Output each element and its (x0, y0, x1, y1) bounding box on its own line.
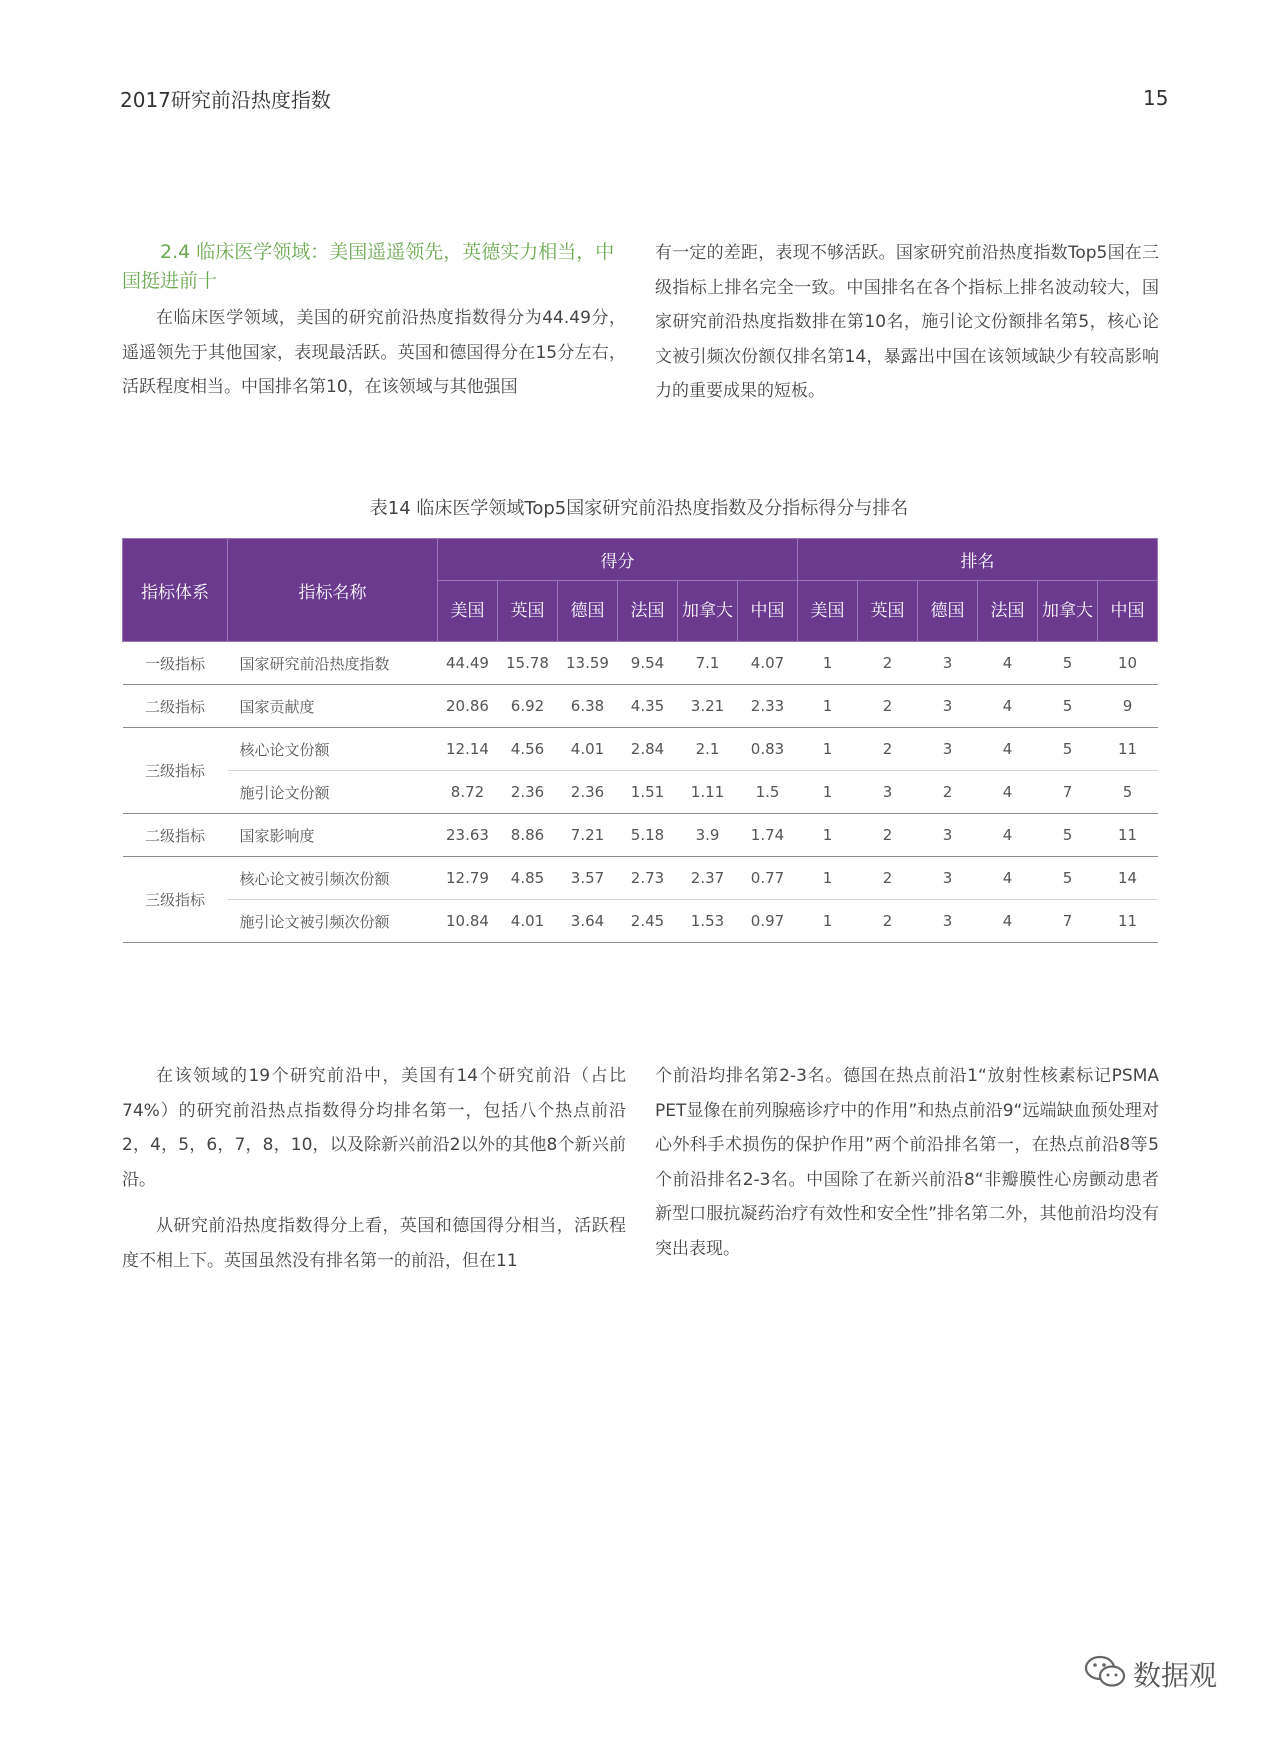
score-cell: 3.57 (558, 857, 618, 900)
rank-cell: 2 (858, 685, 918, 728)
score-cell: 2.33 (738, 685, 798, 728)
rank-cell: 2 (858, 642, 918, 685)
indicator-table (122, 538, 1158, 943)
table-row (123, 771, 1158, 814)
rank-cell: 7 (1038, 900, 1098, 943)
score-cell: 8.72 (438, 771, 498, 814)
bottom-right-column (655, 1059, 1159, 1266)
header-title: 2017研究前沿热度指数 (120, 88, 331, 112)
rank-cell: 3 (918, 814, 978, 857)
score-cell: 0.77 (738, 857, 798, 900)
wechat-icon (1083, 1654, 1127, 1690)
indicator-name-cell: 施引论文份额 (228, 771, 438, 814)
score-cell: 1.51 (618, 771, 678, 814)
score-cell: 4.85 (498, 857, 558, 900)
header-country: 法国 (618, 581, 678, 642)
score-cell: 4.01 (498, 900, 558, 943)
rank-cell: 3 (918, 728, 978, 771)
watermark (1083, 1652, 1243, 1692)
score-cell: 44.49 (438, 642, 498, 685)
score-cell: 12.14 (438, 728, 498, 771)
section-right-column (655, 236, 1159, 409)
rank-cell: 5 (1038, 685, 1098, 728)
rank-cell: 3 (858, 771, 918, 814)
rank-cell: 4 (978, 900, 1038, 943)
header-country: 中国 (738, 581, 798, 642)
rank-cell: 4 (978, 857, 1038, 900)
score-cell: 3.9 (678, 814, 738, 857)
indicator-name-cell: 施引论文被引频次份额 (228, 900, 438, 943)
tier-cell: 三级指标 (123, 857, 228, 943)
score-cell: 8.86 (498, 814, 558, 857)
table-row (123, 685, 1158, 728)
table-header-row (123, 539, 1158, 581)
score-cell: 23.63 (438, 814, 498, 857)
score-cell: 7.21 (558, 814, 618, 857)
rank-cell: 1 (798, 685, 858, 728)
section-left-column (122, 238, 626, 405)
score-cell: 1.5 (738, 771, 798, 814)
rank-cell: 11 (1098, 900, 1158, 943)
section-title: 2.4 临床医学领域：美国遥遥领先，英德实力相当，中国挺进前十 (122, 241, 615, 292)
score-cell: 2.37 (678, 857, 738, 900)
header-score-group: 得分 (438, 539, 798, 581)
header-country: 德国 (918, 581, 978, 642)
bottom-paragraph: 从研究前沿热度指数得分上看，英国和德国得分相当，活跃程度不相上下。英国虽然没有排名第一的前沿，但在11 (122, 1216, 626, 1271)
rank-cell: 5 (1038, 728, 1098, 771)
score-cell: 2.73 (618, 857, 678, 900)
rank-cell: 3 (918, 642, 978, 685)
score-cell: 20.86 (438, 685, 498, 728)
indicator-name-cell: 国家贡献度 (228, 685, 438, 728)
score-cell: 15.78 (498, 642, 558, 685)
rank-cell: 4 (978, 685, 1038, 728)
table-row (123, 900, 1158, 943)
table-row (123, 728, 1158, 771)
tier-cell: 二级指标 (123, 814, 228, 857)
header-country: 英国 (858, 581, 918, 642)
header-country: 加拿大 (1038, 581, 1098, 642)
table-caption: 表14 临床医学领域Top5国家研究前沿热度指数及分指标得分与排名 (369, 498, 909, 519)
header-indicator-name: 指标名称 (228, 539, 438, 642)
rank-cell: 3 (918, 900, 978, 943)
score-cell: 1.74 (738, 814, 798, 857)
score-cell: 13.59 (558, 642, 618, 685)
rank-cell: 5 (1038, 857, 1098, 900)
indicator-name-cell: 国家研究前沿热度指数 (228, 642, 438, 685)
score-cell: 4.35 (618, 685, 678, 728)
score-cell: 9.54 (618, 642, 678, 685)
table-row (123, 857, 1158, 900)
score-cell: 7.1 (678, 642, 738, 685)
rank-cell: 3 (918, 685, 978, 728)
score-cell: 3.64 (558, 900, 618, 943)
table-row (123, 814, 1158, 857)
section-paragraph-left: 在临床医学领域，美国的研究前沿热度指数得分为44.49分，遥遥领先于其他国家，表现最活跃。英国和德国得分在15分左右，活跃程度相当。中国排名第10，在该领域与其他强国 (122, 308, 626, 397)
rank-cell: 2 (858, 900, 918, 943)
watermark-text: 数据观 (1133, 1659, 1218, 1692)
score-cell: 0.83 (738, 728, 798, 771)
rank-cell: 1 (798, 728, 858, 771)
rank-cell: 2 (858, 814, 918, 857)
score-cell: 1.53 (678, 900, 738, 943)
rank-cell: 1 (798, 642, 858, 685)
rank-cell: 10 (1098, 642, 1158, 685)
tier-cell: 三级指标 (123, 728, 228, 814)
score-cell: 2.1 (678, 728, 738, 771)
indicator-name-cell: 核心论文被引频次份额 (228, 857, 438, 900)
score-cell: 2.36 (498, 771, 558, 814)
score-cell: 2.84 (618, 728, 678, 771)
score-cell: 10.84 (438, 900, 498, 943)
score-cell: 4.56 (498, 728, 558, 771)
bottom-paragraph-right: 个前沿均排名第2-3名。德国在热点前沿1“放射性核素标记PSMA PET显像在前列腺癌诊疗中的作用”和热点前沿9“远端缺血预处理对心外科手术损伤的保护作用”两个前沿排名第一，在热点前沿8等5个前沿排名2-3名。中国除了在新兴前沿8“非瓣膜性心房颤动患者新型口服抗凝药治疗有效性和安全性”排名第二外，其他前沿均没有突出表现。 (655, 1066, 1159, 1259)
bottom-left-column (122, 1059, 626, 1278)
rank-cell: 3 (918, 857, 978, 900)
bottom-paragraph: 在该领域的19个研究前沿中，美国有14个研究前沿（占比74%）的研究前沿热点指数得分均排名第一，包括八个热点前沿2，4，5，6，7，8，10，以及除新兴前沿2以外的其他8个新兴前沿。 (122, 1066, 626, 1190)
rank-cell: 4 (978, 642, 1038, 685)
score-cell: 12.79 (438, 857, 498, 900)
score-cell: 1.11 (678, 771, 738, 814)
table-row (123, 642, 1158, 685)
rank-cell: 14 (1098, 857, 1158, 900)
rank-cell: 5 (1098, 771, 1158, 814)
rank-cell: 1 (798, 771, 858, 814)
score-cell: 5.18 (618, 814, 678, 857)
score-cell: 4.07 (738, 642, 798, 685)
tier-cell: 一级指标 (123, 642, 228, 685)
header-country: 美国 (798, 581, 858, 642)
rank-cell: 1 (798, 814, 858, 857)
score-cell: 0.97 (738, 900, 798, 943)
score-cell: 2.36 (558, 771, 618, 814)
rank-cell: 4 (978, 728, 1038, 771)
rank-cell: 5 (1038, 814, 1098, 857)
score-cell: 6.38 (558, 685, 618, 728)
header-country: 英国 (498, 581, 558, 642)
indicator-name-cell: 核心论文份额 (228, 728, 438, 771)
rank-cell: 7 (1038, 771, 1098, 814)
rank-cell: 1 (798, 900, 858, 943)
header-country: 德国 (558, 581, 618, 642)
score-cell: 6.92 (498, 685, 558, 728)
header-country: 加拿大 (678, 581, 738, 642)
header-indicator-system: 指标体系 (123, 539, 228, 642)
rank-cell: 2 (858, 728, 918, 771)
rank-cell: 11 (1098, 728, 1158, 771)
section-paragraph-right: 有一定的差距，表现不够活跃。国家研究前沿热度指数Top5国在三级指标上排名完全一致。中国排名在各个指标上排名波动较大，国家研究前沿热度指数排在第10名，施引论文份额排名第5，核心论文被引频次份额仅排名第14，暴露出中国在该领域缺少有较高影响力的重要成果的短板。 (655, 243, 1159, 401)
rank-cell: 4 (978, 814, 1038, 857)
rank-cell: 2 (918, 771, 978, 814)
header-country: 中国 (1098, 581, 1158, 642)
page-number: 15 (1143, 86, 1169, 110)
indicator-name-cell: 国家影响度 (228, 814, 438, 857)
score-cell: 2.45 (618, 900, 678, 943)
rank-cell: 9 (1098, 685, 1158, 728)
score-cell: 4.01 (558, 728, 618, 771)
rank-cell: 11 (1098, 814, 1158, 857)
score-cell: 3.21 (678, 685, 738, 728)
tier-cell: 二级指标 (123, 685, 228, 728)
header-country: 美国 (438, 581, 498, 642)
header-country: 法国 (978, 581, 1038, 642)
rank-cell: 2 (858, 857, 918, 900)
header-rank-group: 排名 (798, 539, 1158, 581)
rank-cell: 4 (978, 771, 1038, 814)
rank-cell: 1 (798, 857, 858, 900)
rank-cell: 5 (1038, 642, 1098, 685)
